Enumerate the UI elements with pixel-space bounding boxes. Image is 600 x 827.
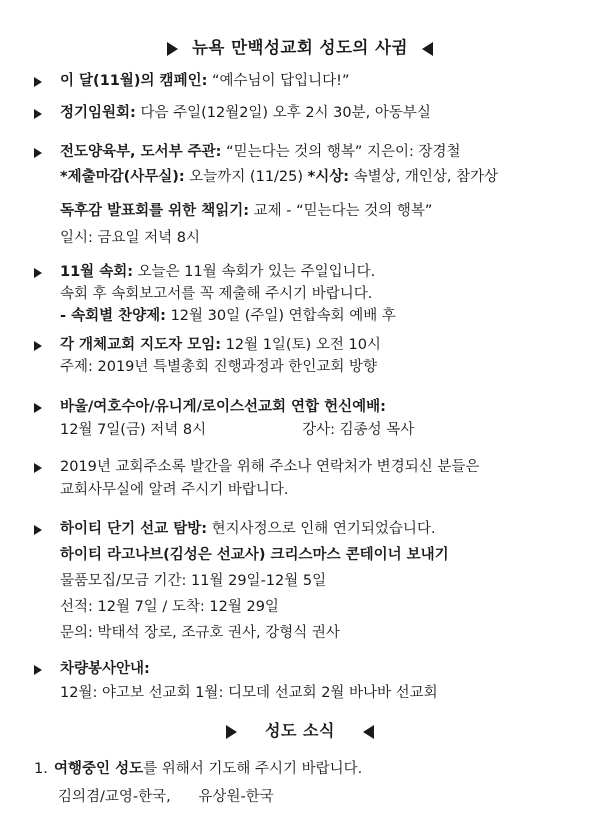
notice-line: *제출마감(사무실): 오늘까지 (11/25) *시상: 속별상, 개인상, 참가상	[60, 169, 499, 185]
notice-line: 2019년 교회주소록 발간을 위해 주소나 연락처가 변경되신 분들은	[60, 459, 480, 475]
notice-line: 속회 후 속회보고서를 꼭 제출해 주시기 바랍니다.	[60, 286, 373, 302]
triangle-left-icon	[422, 42, 433, 56]
notice-line: 이 달(11월)의 캠페인: “예수님이 답입니다!”	[60, 73, 350, 89]
header-title: 뉴욕 만백성교회 성도의 사귐	[191, 38, 408, 57]
notice-line: 문의: 박태석 장로, 조규호 권사, 강형식 권사	[60, 625, 340, 641]
bullet-icon	[34, 148, 42, 158]
news-entry-sub: 김의겸/교영-한국, 유상원-한국	[58, 789, 274, 805]
notice-line: 바울/여호수아/유니게/로이스선교회 연합 헌신예배:	[60, 399, 386, 415]
notice-line: 정기임원회: 다음 주일(12월2일) 오후 2시 30분, 아동부실	[60, 105, 431, 121]
triangle-right-icon	[226, 725, 237, 739]
notice-line: 독후감 발표회를 위한 책읽기: 교제 - “믿는다는 것의 행복”	[60, 203, 433, 219]
notice-line: 일시: 금요일 저녁 8시	[60, 230, 200, 246]
notice-line: 12월: 야고보 선교회 1월: 디모데 선교회 2월 바나바 선교회	[60, 685, 438, 701]
news-entry-line: 여행중인 성도를 위해서 기도해 주시기 바랍니다.	[54, 761, 363, 777]
notice-line: 주제: 2019년 특별총회 진행과정과 한인교회 방향	[60, 359, 377, 375]
notice-line: 교회사무실에 알려 주시기 바랍니다.	[60, 482, 289, 498]
bullet-icon	[34, 665, 42, 675]
notice-line: 물품모집/모금 기간: 11월 29일-12월 5일	[60, 573, 327, 589]
bullet-icon	[34, 268, 42, 278]
notice-line: 12월 7일(금) 저녁 8시 강사: 김종성 목사	[60, 422, 415, 438]
notice-line: 11월 속회: 오늘은 11월 속회가 있는 주일입니다.	[60, 264, 376, 280]
triangle-left-icon	[363, 725, 374, 739]
notice-line: 각 개체교회 지도자 모임: 12월 1일(토) 오전 10시	[60, 337, 381, 353]
notice-line: 하이티 라고나브(김성은 선교사) 크리스마스 콘테이너 보내기	[60, 547, 449, 563]
bullet-icon	[34, 341, 42, 351]
bullet-icon	[34, 77, 42, 87]
notice-line: 전도양육부, 도서부 주관: “믿는다는 것의 행복” 지은이: 장경철	[60, 144, 461, 160]
triangle-right-icon	[167, 42, 178, 56]
bullet-icon	[34, 525, 42, 535]
notice-line: - 속회별 찬양제: 12월 30일 (주일) 연합속회 예배 후	[60, 308, 396, 324]
bulletin-header	[0, 38, 600, 59]
bullet-icon	[34, 403, 42, 413]
news-entry-number: 1.	[34, 761, 48, 777]
news-title: 성도 소식	[265, 721, 335, 740]
bullet-icon	[34, 463, 42, 473]
notice-line: 차량봉사안내:	[60, 661, 150, 677]
news-header	[0, 721, 600, 741]
notice-line: 선적: 12월 7일 / 도착: 12월 29일	[60, 599, 279, 615]
notice-line: 하이티 단기 선교 탐방: 현지사정으로 인해 연기되었습니다.	[60, 521, 436, 537]
bullet-icon	[34, 109, 42, 119]
